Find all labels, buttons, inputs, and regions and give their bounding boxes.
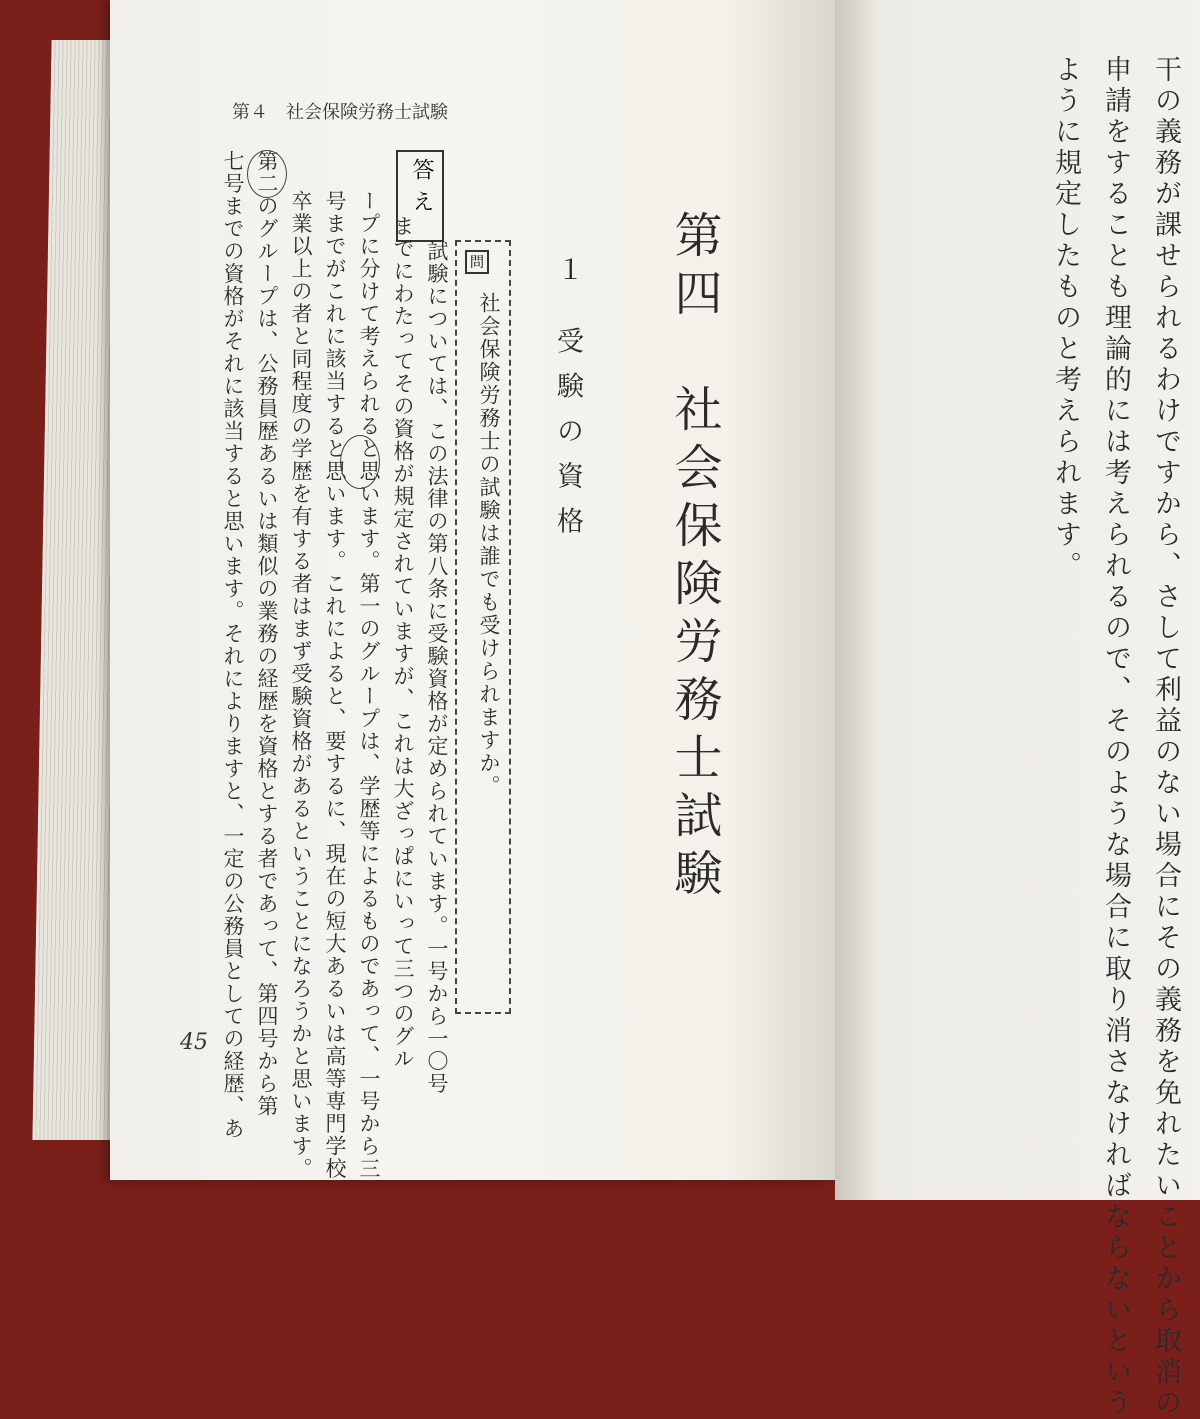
- chapter-title: 第四 社会保険労務士試験: [666, 210, 722, 906]
- body-line-1: 試験については、この法律の第八条に受験資格が定められています。一号から一〇号: [425, 240, 449, 1095]
- body-line-4: 号までがこれに該当すると思います。これによると、要するに、現在の短大あるいは高等専門学校: [323, 190, 347, 1180]
- body-line-7: 七号までの資格がそれに該当すると思います。それによりますと、一定の公務員としての経歴、あ: [221, 150, 245, 1140]
- section-title: １ 受験の資格: [552, 255, 583, 552]
- question-mark: 問: [465, 250, 489, 274]
- pen-circle-mark: [340, 435, 380, 489]
- answer-label: 答え: [409, 158, 434, 222]
- question-text: 社会保険労務士の試験は誰でも受けられますか。: [477, 292, 501, 798]
- body-line-3: ープに分けて考えられると思います。第一のグループは、学歴等によるものであって、一号から三: [357, 190, 381, 1180]
- body-line-5: 卒業以上の者と同程度の学歴を有する者はまず受験資格があるということになろうかと思います。: [289, 190, 313, 1180]
- right-line-1: 干の義務が課せられるわけですから、さして利益のない場合にその義務を免れたいことから取消の: [1150, 55, 1181, 1419]
- page-number: 45: [180, 1030, 208, 1055]
- body-line-6: 第二のグループは、公務員歴あるいは類似の業務の経歴を資格とする者であって、第四号から第: [255, 150, 279, 1118]
- pen-circle-mark: [247, 150, 287, 198]
- running-header: 第４ 社会保険労務士試験: [232, 102, 448, 123]
- right-line-2: 申請をすることも理論的には考えられるので、そのような場合に取り消さなければならないという: [1100, 55, 1131, 1419]
- right-line-3: ように規定したものと考えられます。: [1050, 55, 1081, 582]
- body-line-2: までにわたってその資格が規定されていますが、これは大ざっぱにいって三つのグル: [391, 215, 415, 1070]
